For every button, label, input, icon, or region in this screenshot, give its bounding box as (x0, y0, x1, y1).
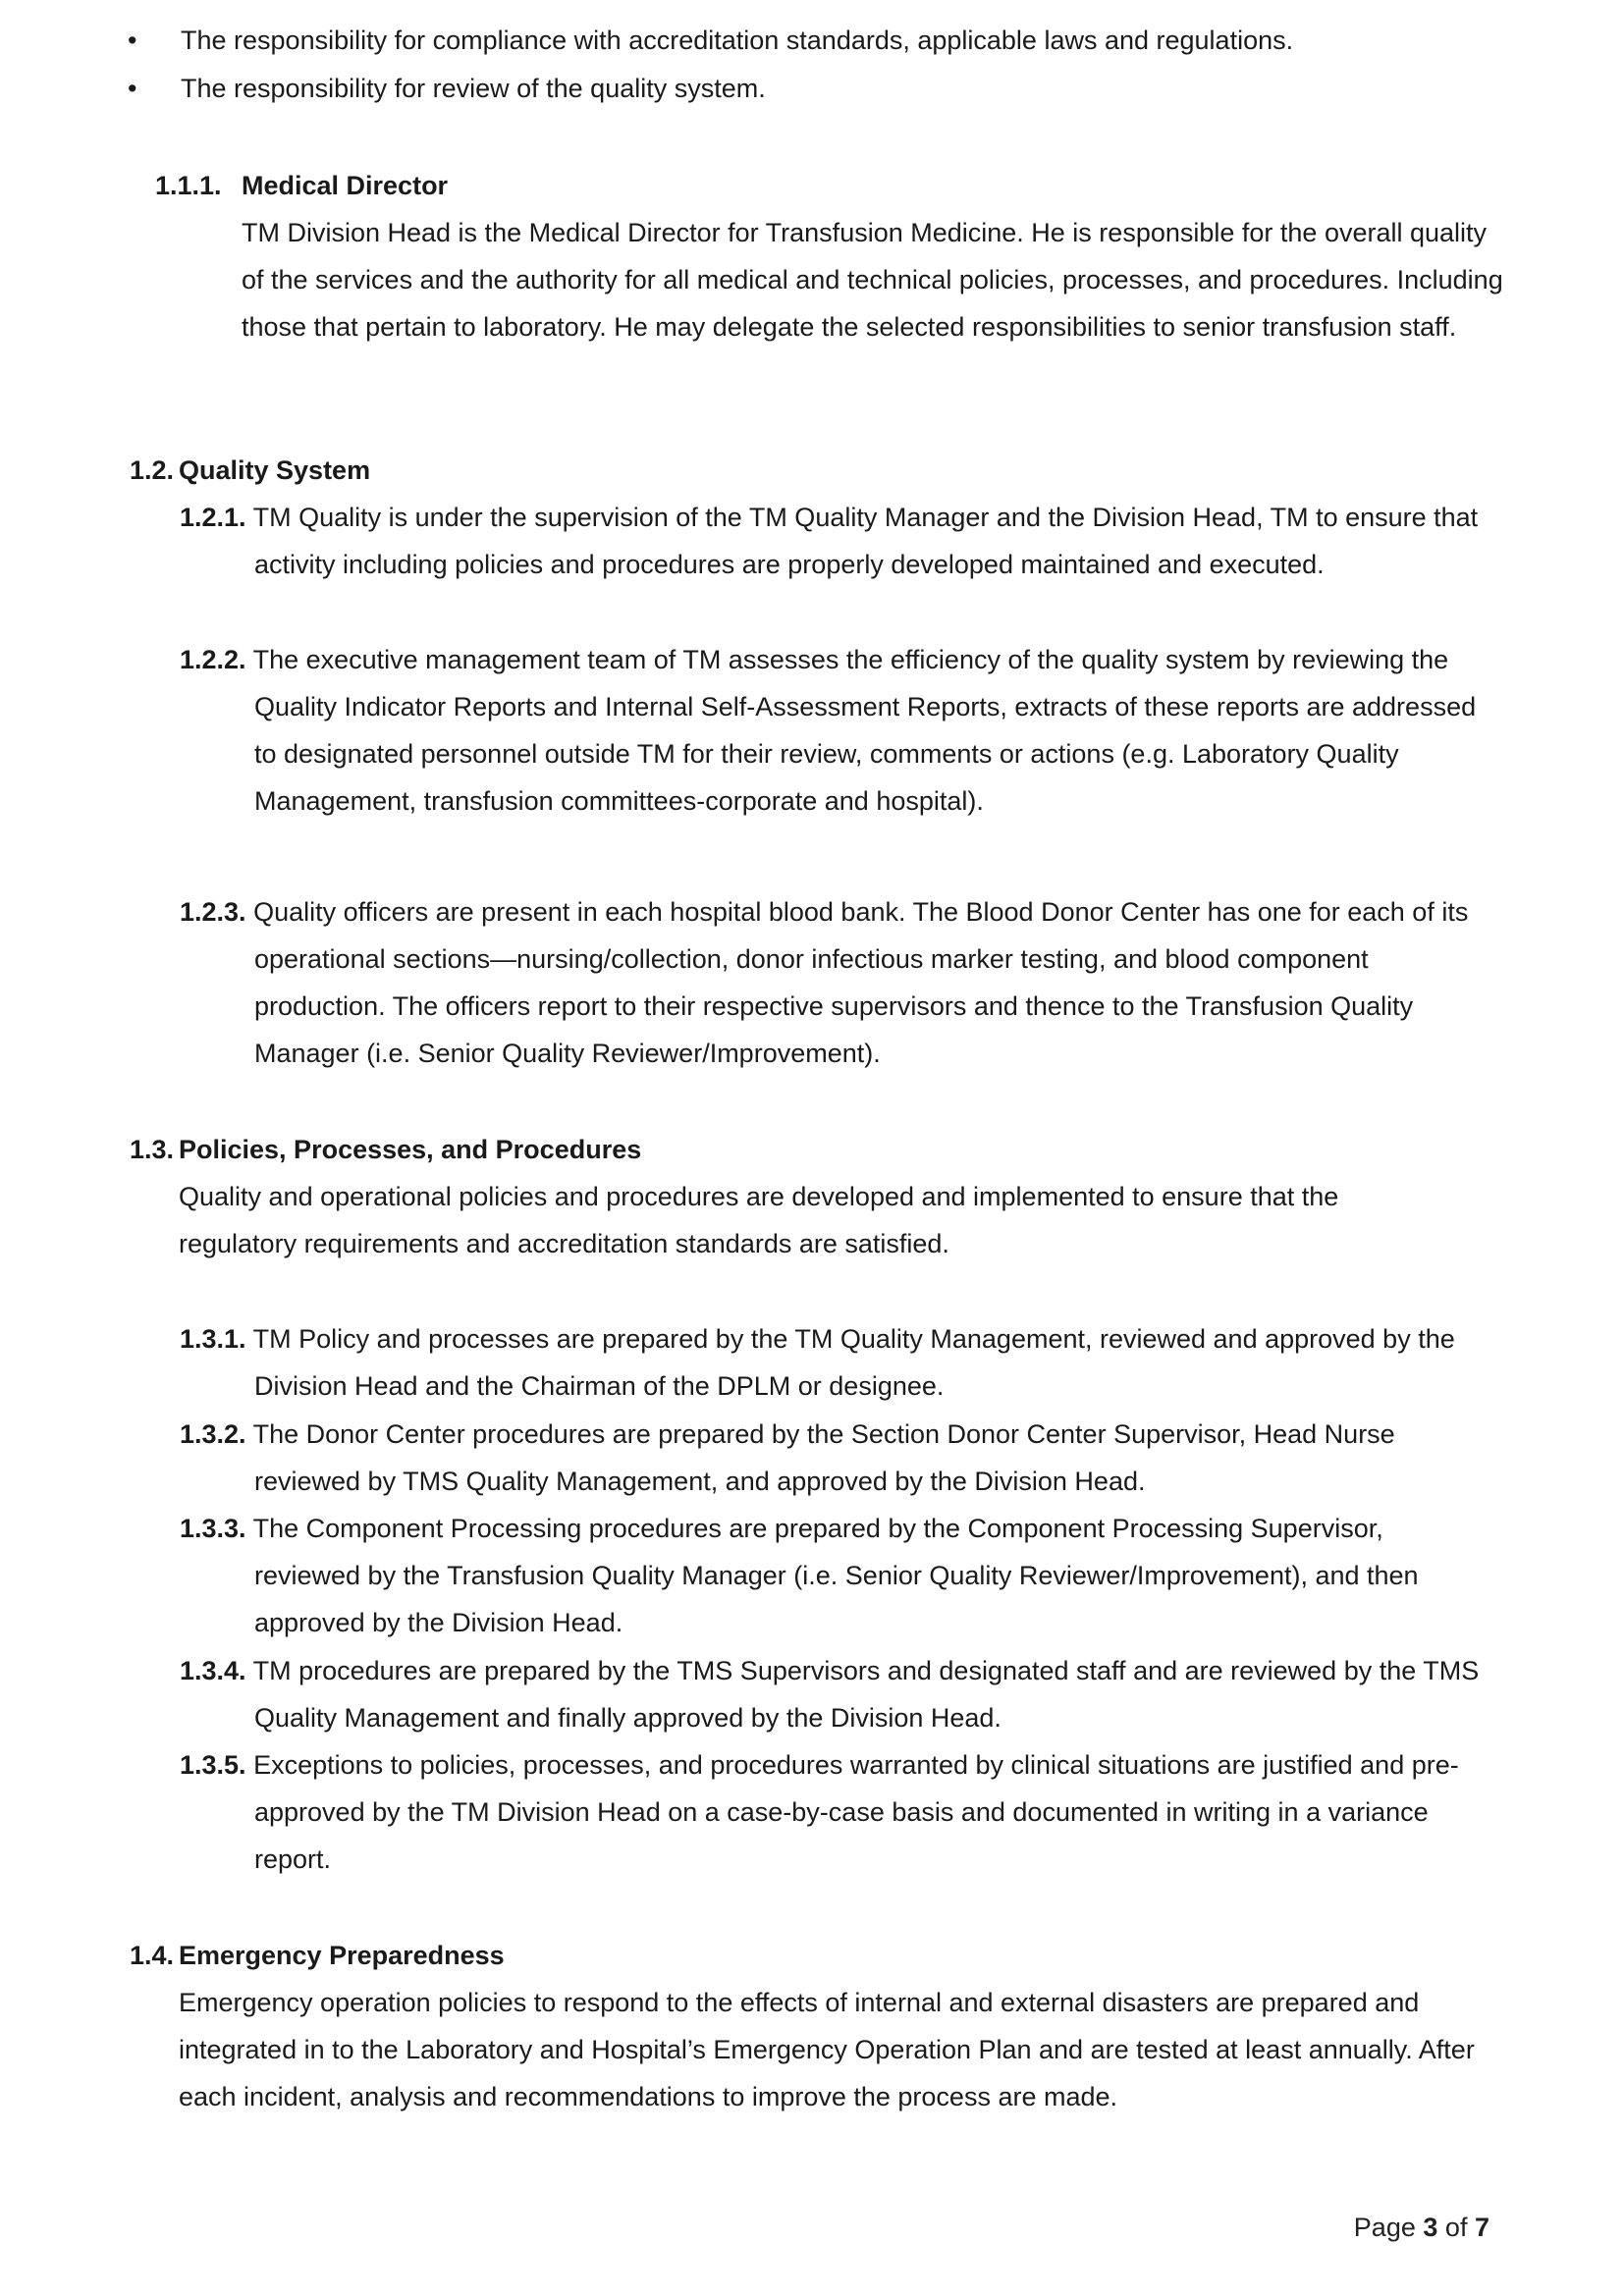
section-heading-1-2 (130, 447, 370, 494)
section-number: 1.4. (130, 1941, 175, 1970)
numbered-item-1-2-1 (180, 494, 1495, 588)
item-text: Exceptions to policies, processes, and procedures warranted by clinical situations are justified and pre-approved by the TM Division Head on a case-by-case basis and documented in writing in a variance report. (253, 1750, 1459, 1874)
item-text: The Component Processing procedures are prepared by the Component Processing Supervisor, reviewed by the Transfusion Quality Manager (i.e. Senior Quality Reviewer/Improvement), and then approved by the Division Head. (252, 1514, 1419, 1637)
item-number: 1.3.2. (180, 1419, 246, 1449)
section-heading-1-3 (130, 1126, 641, 1173)
page-number: 3 (1423, 2213, 1438, 2242)
item-text: The executive management team of TM assesses the efficiency of the quality system by reviewing the Quality Indicator Reports and Internal Self-Assessment Reports, extracts of these reports are addressed to designated personnel outside TM for their review, comments or actions (e.g. Laboratory Quality Management, transfusion committees-corporate and hospital). (252, 645, 1477, 816)
bullet-icon: • (128, 26, 137, 55)
numbered-item-1-3-2 (180, 1411, 1495, 1505)
bullet-icon: • (128, 74, 137, 103)
item-number: 1.2.3. (180, 897, 246, 927)
item-number: 1.3.3. (180, 1514, 246, 1543)
numbered-item-1-3-1 (180, 1315, 1495, 1410)
numbered-item-1-3-5 (180, 1741, 1495, 1883)
section-title: Medical Director (242, 171, 449, 200)
of-label: of (1444, 2213, 1468, 2242)
item-number: 1.3.5. (180, 1750, 246, 1780)
list-item (128, 17, 1502, 65)
section-number: 1.1.1. (155, 171, 222, 200)
total-pages: 7 (1474, 2213, 1489, 2242)
numbered-item-1-3-4 (180, 1647, 1495, 1741)
bullet-text: The responsibility for review of the quality system. (181, 74, 766, 103)
numbered-item-1-3-3 (180, 1505, 1495, 1646)
numbered-item-1-2-2 (180, 636, 1495, 825)
item-text: The Donor Center procedures are prepared by the Section Donor Center Supervisor, Head Nurse reviewed by TMS Quality Management, and approved by the Division Head. (252, 1419, 1395, 1496)
section-title: Quality System (179, 455, 371, 485)
paragraph: Quality and operational policies and procedures are developed and implemented to ensure that the regulatory requirements and accreditation standards are satisfied. (179, 1182, 1339, 1258)
bullet-list (128, 17, 1502, 113)
section-body-1-4 (179, 1979, 1494, 2120)
section-number: 1.3. (130, 1135, 175, 1164)
item-number: 1.3.1. (180, 1324, 246, 1354)
section-title: Emergency Preparedness (179, 1941, 505, 1970)
item-text: TM Quality is under the supervision of the TM Quality Manager and the Division Head, TM to ensure that activity including policies and procedures are properly developed maintained and executed. (252, 503, 1479, 579)
page-label: Page (1353, 2213, 1416, 2242)
item-number: 1.3.4. (180, 1656, 246, 1685)
section-title: Policies, Processes, and Procedures (179, 1135, 642, 1164)
numbered-item-1-2-3 (180, 888, 1495, 1077)
item-text: Quality officers are present in each hospital blood bank. The Blood Donor Center has one for each of its operational sections—nursing/collection, donor infectious marker testing, and blood component production. The officers report to their respective supervisors and thence to the Transfusion Quality Manager (i.e. Senior Quality Reviewer/Improvement). (253, 897, 1469, 1068)
section-body-1-1-1 (242, 209, 1508, 350)
list-item (128, 65, 1502, 113)
item-number: 1.2.2. (180, 645, 246, 674)
section-heading-1-4 (130, 1932, 505, 1979)
section-heading-1-1-1 (155, 162, 448, 209)
section-number: 1.2. (130, 455, 175, 485)
item-text: TM Policy and processes are prepared by the TM Quality Management, reviewed and approved by the Division Head and the Chairman of the DPLM or designee. (252, 1324, 1455, 1401)
item-text: TM procedures are prepared by the TMS Supervisors and designated staff and are reviewed by the TMS Quality Management and finally approved by the Division Head. (252, 1656, 1480, 1733)
section-intro-1-3 (179, 1173, 1455, 1267)
page-footer (1354, 2204, 1489, 2251)
paragraph: TM Division Head is the Medical Director for Transfusion Medicine. He is responsible for the overall quality of the services and the authority for all medical and technical policies, processes, and procedures. Including those that pertain to laboratory. He may delegate the selected responsibilities to senior transfusion staff. (242, 218, 1503, 342)
bullet-text: The responsibility for compliance with accreditation standards, applicable laws and regulations. (181, 26, 1294, 55)
item-number: 1.2.1. (180, 503, 246, 532)
paragraph: Emergency operation policies to respond to the effects of internal and external disasters are prepared and integrated in to the Laboratory and Hospital’s Emergency Operation Plan and are tested at least annually. After each incident, analysis and recommendations to improve the process are made. (179, 1988, 1475, 2111)
